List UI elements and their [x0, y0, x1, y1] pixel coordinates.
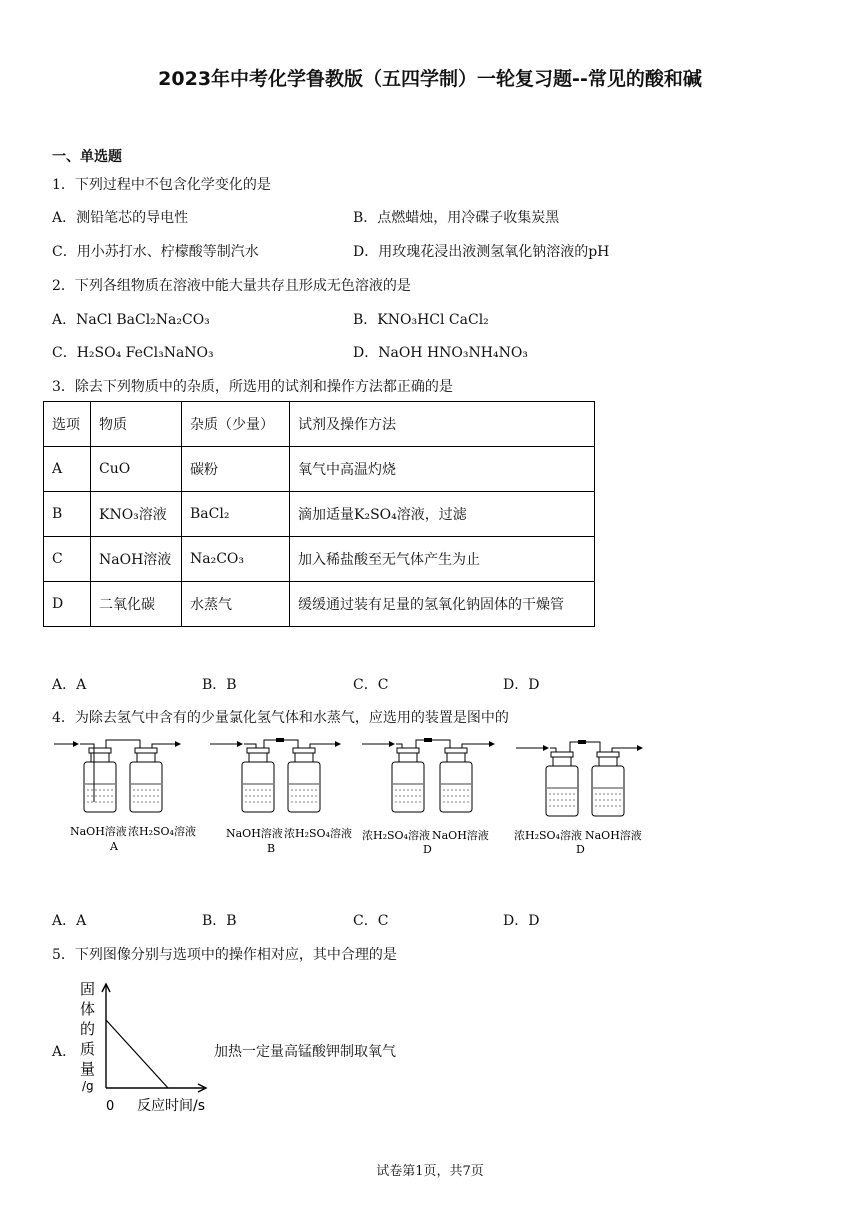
apparatus-b [210, 738, 340, 812]
table-cell: 水蒸气 [182, 582, 290, 627]
apparatus-b-right-label: 浓H₂SO₄溶液 [284, 827, 352, 840]
ylabel-char: 量 [80, 1060, 96, 1078]
page-title: 2023年中考化学鲁教版（五四学制）一轮复习题--常见的酸和碱 [158, 68, 702, 90]
apparatus-a-letter: A [110, 840, 118, 853]
graph-xlabel: 反应时间/s [137, 1098, 206, 1114]
graph-data-line [106, 1020, 168, 1088]
ylabel-unit: /g [82, 1079, 94, 1093]
apparatus-c-letter: D [423, 843, 432, 856]
q2-stem: 2．下列各组物质在溶液中能大量共存且形成无色溶液的是 [52, 278, 411, 294]
section-heading: 一、单选题 [52, 149, 122, 165]
q2-option-c: C．H₂SO₄ FeCl₃NaNO₃ [52, 345, 214, 361]
q1-option-d: D．用玫瑰花浸出液测氢氧化钠溶液的pH [353, 244, 610, 260]
q1-stem: 1．下列过程中不包含化学变化的是 [52, 177, 271, 193]
table-cell: C [44, 537, 91, 582]
ylabel-char: 体 [80, 1000, 96, 1018]
table-cell: 二氧化碳 [91, 582, 182, 627]
page-footer: 试卷第1页，共7页 [376, 1164, 484, 1179]
table-header-cell: 杂质（少量） [182, 402, 290, 447]
q3-option-c: C．C [353, 677, 389, 693]
apparatus-c [362, 738, 494, 812]
apparatus-d [516, 740, 642, 816]
table-row [44, 447, 595, 492]
q3-stem: 3．除去下列物质中的杂质，所选用的试剂和操作方法都正确的是 [52, 379, 453, 395]
apparatus-d-right-label: NaOH溶液 [585, 829, 642, 842]
table-cell: 加入稀盐酸至无气体产生为止 [290, 537, 595, 582]
gas-washing-apparatus-figure [50, 738, 670, 858]
table-header-cell: 选项 [44, 402, 91, 447]
table-cell: 滴加适量K₂SO₄溶液，过滤 [290, 492, 595, 537]
graph-origin-label: 0 [106, 1099, 115, 1114]
table-row [44, 492, 595, 537]
ylabel-char: 质 [80, 1040, 96, 1058]
table-cell: 氧气中高温灼烧 [290, 447, 595, 492]
apparatus-c-right-label: NaOH溶液 [432, 829, 489, 842]
q4-option-a: A．A [52, 913, 87, 929]
q1-option-b: B．点燃蜡烛，用冷碟子收集炭黑 [353, 210, 560, 226]
table-cell: 碳粉 [182, 447, 290, 492]
apparatus-b-left-label: NaOH溶液 [226, 827, 283, 840]
table-cell: A [44, 447, 91, 492]
q3-table [43, 401, 595, 627]
apparatus-a [54, 740, 180, 812]
q2-option-d: D．NaOH HNO₃NH₄NO₃ [353, 345, 528, 361]
table-cell: 缓缓通过装有足量的氢氧化钠固体的干燥管 [290, 582, 595, 627]
apparatus-c-left-label: 浓H₂SO₄溶液 [362, 829, 430, 842]
q3-option-b: B．B [202, 677, 237, 693]
ylabel-char: 固 [80, 980, 96, 998]
ylabel-char: 的 [80, 1020, 96, 1038]
q4-option-b: B．B [202, 913, 237, 929]
table-cell: D [44, 582, 91, 627]
apparatus-b-letter: B [267, 842, 276, 855]
q4-option-c: C．C [353, 913, 389, 929]
table-header-cell: 试剂及操作方法 [290, 402, 595, 447]
q5-option-a-text: 加热一定量高锰酸钾制取氧气 [214, 1044, 396, 1060]
q2-option-b: B．KNO₃HCl CaCl₂ [353, 312, 489, 328]
table-cell: Na₂CO₃ [182, 537, 290, 582]
table-row [44, 582, 595, 627]
table-header-row [44, 402, 595, 447]
table-header-cell: 物质 [91, 402, 182, 447]
q3-option-a: A．A [52, 677, 87, 693]
q1-option-a: A．测铅笔芯的导电性 [52, 210, 189, 226]
table-cell: BaCl₂ [182, 492, 290, 537]
q1-option-c: C．用小苏打水、柠檬酸等制汽水 [52, 244, 259, 260]
table-cell: B [44, 492, 91, 537]
q4-stem: 4．为除去氢气中含有的少量氯化氢气体和水蒸气，应选用的装置是图中的 [52, 710, 509, 726]
table-cell: NaOH溶液 [91, 537, 182, 582]
apparatus-a-right-label: 浓H₂SO₄溶液 [128, 825, 196, 838]
q3-option-d: D．D [503, 677, 540, 693]
q5-stem: 5．下列图像分别与选项中的操作相对应，其中合理的是 [52, 947, 397, 963]
q5-option-a-graph [74, 976, 224, 1116]
apparatus-d-letter: D [576, 843, 585, 856]
table-cell: CuO [91, 447, 182, 492]
apparatus-a-left-label: NaOH溶液 [70, 825, 127, 838]
q5-option-a-prefix: A． [52, 1044, 77, 1060]
apparatus-d-left-label: 浓H₂SO₄溶液 [514, 829, 582, 842]
table-cell: KNO₃溶液 [91, 492, 182, 537]
q4-option-d: D．D [503, 913, 540, 929]
q2-option-a: A．NaCl BaCl₂Na₂CO₃ [52, 312, 210, 328]
table-row [44, 537, 595, 582]
